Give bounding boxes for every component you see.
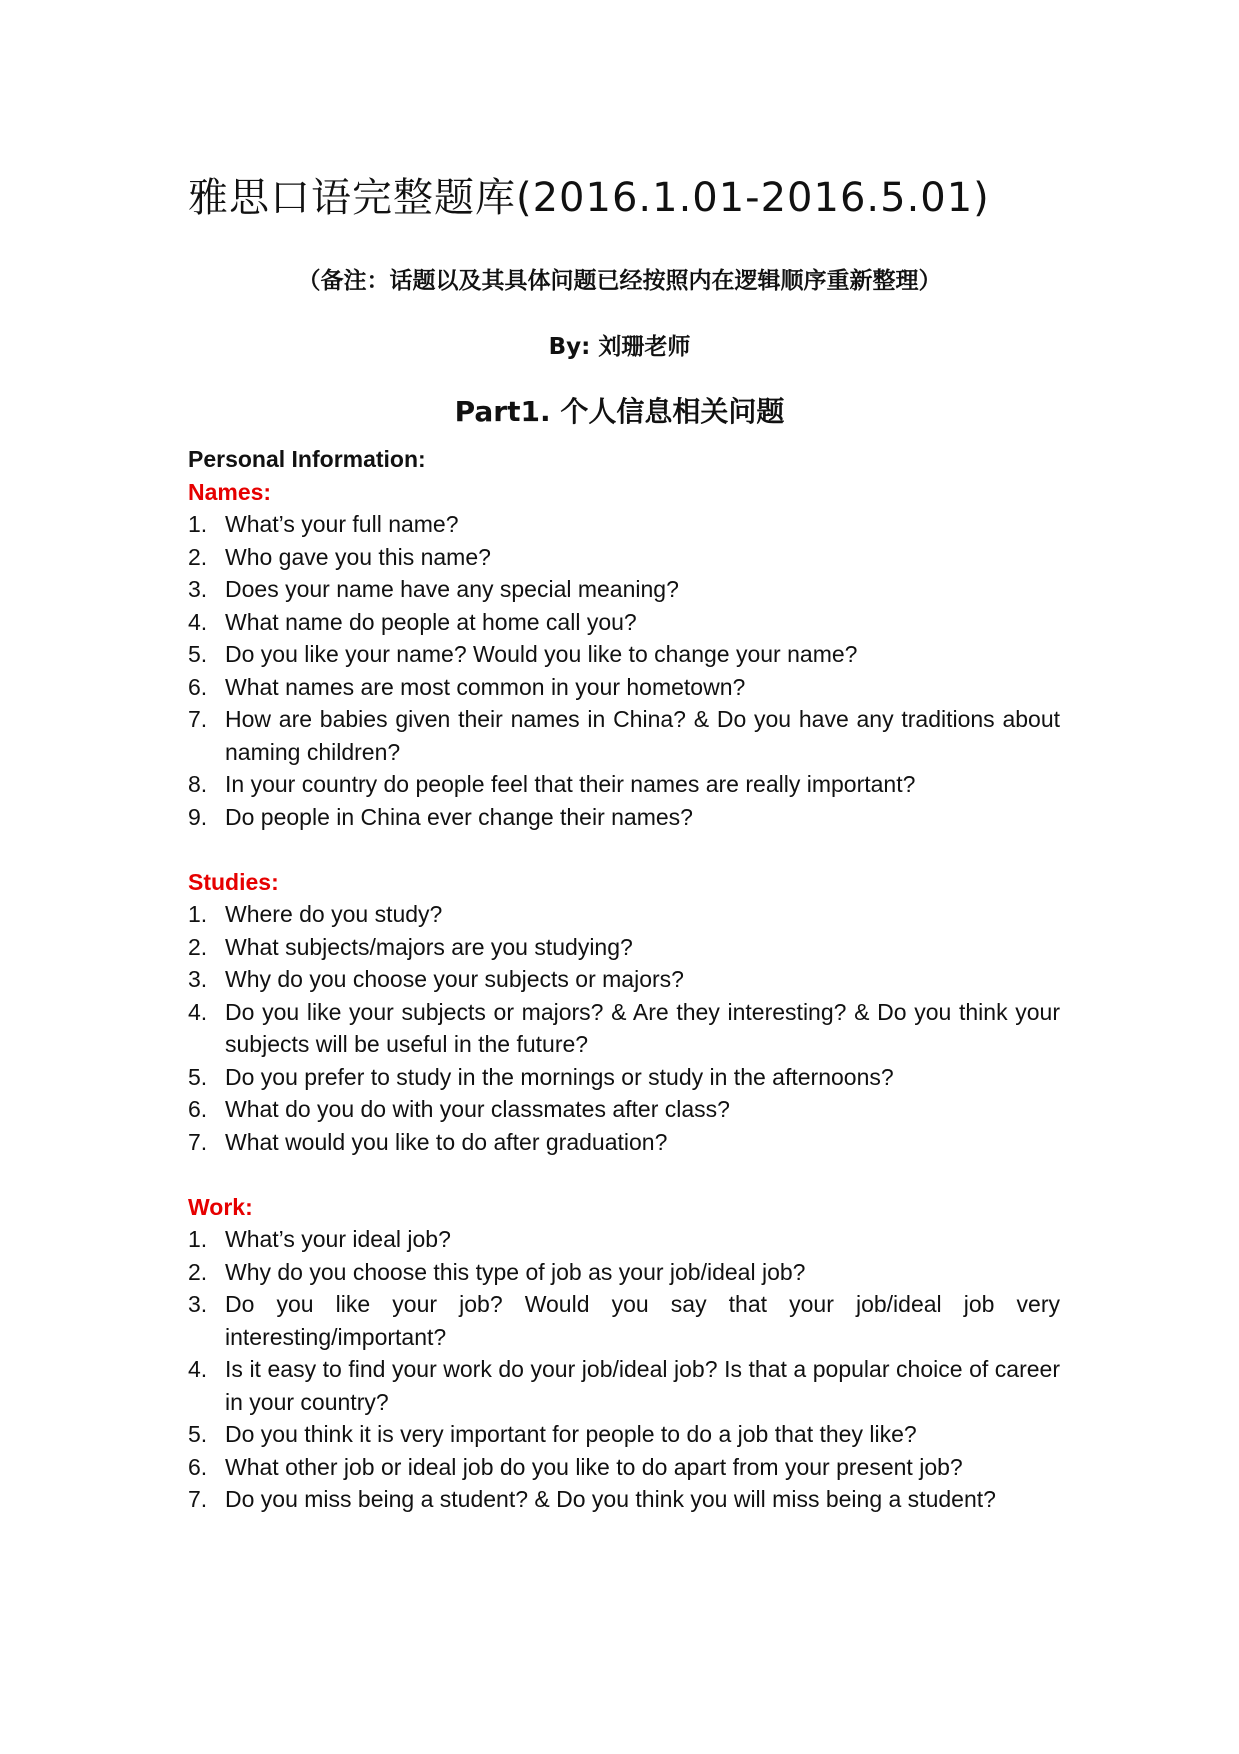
document-author: By: 刘珊老师 [548,334,691,360]
question-text: Why do you choose this type of job as your job/ideal job? [225,1258,806,1285]
list-item [188,606,1060,639]
list-item [188,638,1060,671]
section-heading-names: Names: [188,478,272,505]
question-number: 2. [188,543,208,570]
question-number: 1. [188,901,208,927]
question-text: What’s your ideal job? [225,1226,451,1252]
question-number: 6. [188,1453,208,1480]
question-text: Do you like your job? Would you say that your job/ideal job very interesting/important? [225,1291,1060,1350]
list-item [188,541,1060,574]
question-text: What other job or ideal job do you like to do apart from your present job? [225,1453,963,1480]
question-text: Do you prefer to study in the mornings or study in the afternoons? [225,1063,894,1090]
question-text: What’s your full name? [225,511,459,537]
question-text: Does your name have any special meaning? [225,576,679,602]
question-number: 8. [188,771,208,797]
section-heading-studies: Studies: [188,868,279,895]
document-title: 雅思口语完整题库(2016.1.01-2016.5.01) [188,175,990,221]
question-text: Is it easy to find your work do your job/ideal job? Is that a popular choice of career in your country? [225,1356,1060,1415]
question-content [188,443,1060,1516]
list-item [188,996,1060,1061]
list-item [188,1126,1060,1159]
question-number: 7. [188,1128,208,1155]
part-heading: Part1. 个人信息相关问题 [454,395,785,428]
question-number: 5. [188,1421,208,1447]
question-text: What name do people at home call you? [225,608,637,635]
list-item [188,1483,1060,1516]
question-number: 2. [188,933,208,960]
question-number: 5. [188,641,208,667]
category-heading: Personal Information: [188,446,426,472]
question-text: Do people in China ever change their names? [225,803,693,830]
question-text: In your country do people feel that their names are really important? [225,771,916,797]
question-text: Do you like your subjects or majors? & Are they interesting? & Do you think your subjects will be useful in the future? [225,998,1060,1057]
question-text: How are babies given their names in China? & Do you have any traditions about naming children? [225,706,1060,765]
list-item [188,931,1060,964]
list-item [188,801,1060,834]
question-text: What names are most common in your hometown? [225,673,746,700]
section-heading-work: Work: [188,1193,253,1220]
question-number: 9. [188,803,208,830]
question-number: 6. [188,1096,208,1122]
question-number: 1. [188,1226,208,1252]
list-item [188,1451,1060,1484]
list-item [188,671,1060,704]
section-spacer [188,1158,1060,1191]
question-number: 4. [188,1356,208,1382]
list-item [188,963,1060,996]
question-number: 5. [188,1063,208,1090]
list-item [188,768,1060,801]
question-text: Where do you study? [225,901,443,927]
question-number: 3. [188,576,208,602]
question-text: Do you like your name? Would you like to change your name? [225,641,858,667]
names-question-list [188,508,1060,833]
list-item [188,1288,1060,1353]
question-text: Do you think it is very important for people to do a job that they like? [225,1421,917,1447]
question-number: 1. [188,511,208,537]
question-number: 3. [188,1291,208,1317]
question-number: 6. [188,673,208,700]
question-text: What do you do with your classmates after class? [225,1096,730,1122]
question-text: Why do you choose your subjects or majors? [225,966,684,992]
section-spacer [188,833,1060,866]
list-item [188,1061,1060,1094]
question-number: 7. [188,706,208,732]
studies-question-list [188,898,1060,1158]
question-text: What subjects/majors are you studying? [225,933,633,960]
list-item [188,508,1060,541]
question-text: Do you miss being a student? & Do you think you will miss being a student? [225,1486,996,1512]
list-item [188,1223,1060,1256]
work-question-list [188,1223,1060,1516]
question-number: 3. [188,966,208,992]
list-item [188,1093,1060,1126]
question-number: 4. [188,998,208,1025]
list-item [188,573,1060,606]
question-text: Who gave you this name? [225,543,491,570]
question-number: 4. [188,608,208,635]
list-item [188,1353,1060,1418]
document-note: （备注：话题以及其具体问题已经按照内在逻辑顺序重新整理） [297,268,942,294]
list-item [188,703,1060,768]
list-item [188,1256,1060,1289]
question-text: What would you like to do after graduation? [225,1128,668,1155]
list-item [188,898,1060,931]
question-number: 2. [188,1258,208,1285]
list-item [188,1418,1060,1451]
question-number: 7. [188,1486,208,1512]
